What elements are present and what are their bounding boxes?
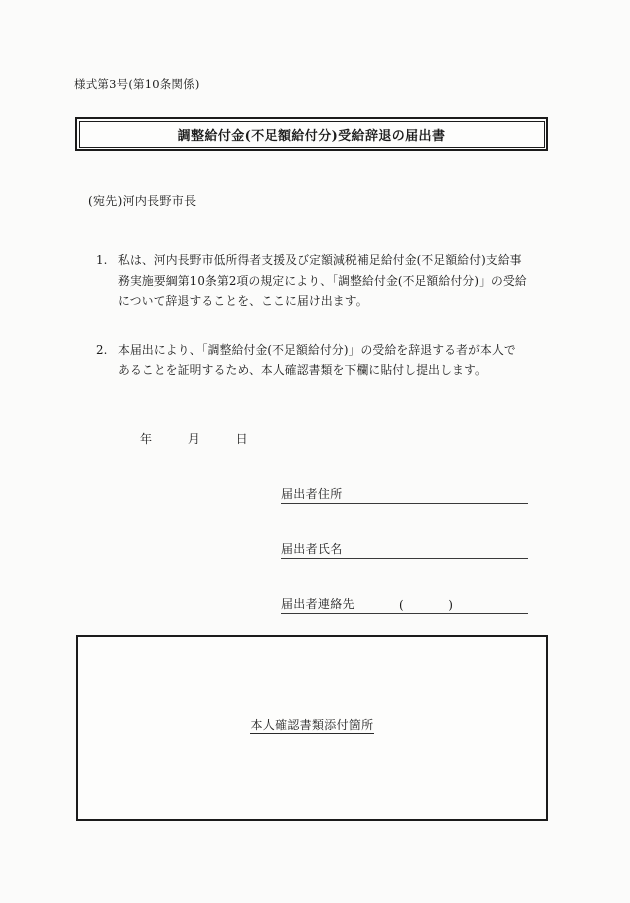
clause-line: 務実施要綱第10条第2項の規定により、「調整給付金(不足額給付分)」の受給 bbox=[118, 273, 527, 288]
applicant-telephone-label: 届出者連絡先 bbox=[281, 597, 355, 611]
date-year-label: 年 bbox=[140, 432, 153, 446]
date-day-label: 日 bbox=[235, 432, 248, 446]
addressee-line: (宛先)河内長野市長 bbox=[88, 194, 197, 208]
date-month-label: 月 bbox=[187, 432, 200, 446]
clause-body bbox=[118, 250, 542, 312]
clause-line: 本届出により、「調整給付金(不足額給付分)」の受給を辞退する者が本人で bbox=[118, 342, 516, 357]
clause-item bbox=[96, 340, 542, 381]
form-number: 様式第3号(第10条関係) bbox=[74, 77, 200, 91]
attachment-caption-text: 本人確認書類添付箇所 bbox=[250, 718, 374, 732]
telephone-paren-open: ( bbox=[399, 598, 404, 612]
applicant-telephone-field[interactable] bbox=[281, 593, 528, 614]
telephone-paren-close: ) bbox=[448, 598, 454, 612]
identity-document-attachment-box[interactable] bbox=[76, 635, 548, 821]
clause-line: 私は、河内長野市低所得者支援及び定額減税補足給付金(不足額給付)支給事 bbox=[118, 253, 522, 267]
applicant-name-label: 届出者氏名 bbox=[281, 542, 343, 556]
clause-marker: 2. bbox=[96, 342, 108, 357]
attachment-caption bbox=[78, 716, 546, 733]
clause-list bbox=[96, 250, 542, 409]
clause-body bbox=[118, 340, 542, 381]
telephone-paren-group bbox=[399, 598, 453, 612]
clause-line: あることを証明するため、本人確認書類を下欄に貼付し提出します。 bbox=[118, 363, 487, 377]
applicant-address-field[interactable] bbox=[281, 483, 528, 504]
clause-marker: 1. bbox=[96, 253, 108, 267]
clause-item bbox=[96, 250, 542, 312]
document-title: 調整給付金(不足額給付分)受給辞退の届出書 bbox=[177, 128, 446, 144]
applicant-address-label: 届出者住所 bbox=[281, 487, 343, 501]
title-box bbox=[75, 117, 548, 151]
date-entry-line bbox=[140, 430, 248, 447]
applicant-name-field[interactable] bbox=[281, 538, 528, 559]
clause-line: について辞退することを、ここに届け出ます。 bbox=[118, 294, 368, 308]
title-box-inner bbox=[79, 121, 545, 148]
